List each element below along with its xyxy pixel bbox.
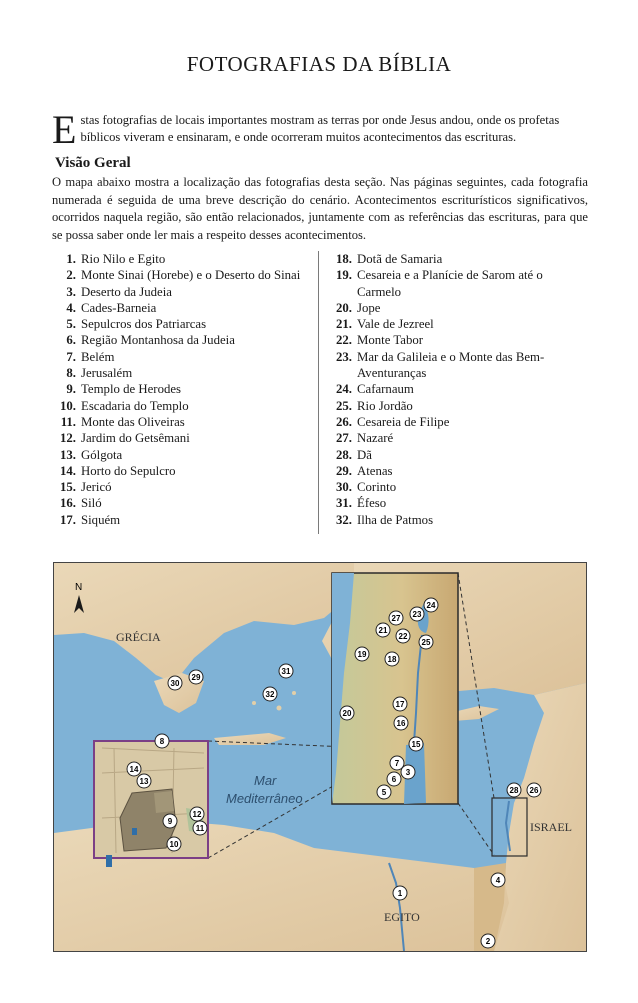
marker-number: 14 — [129, 765, 139, 774]
jerusalem-inset — [94, 741, 208, 867]
location-number: 28. — [336, 447, 352, 462]
map-marker-15 — [409, 737, 423, 751]
north-label: N — [75, 582, 83, 593]
location-number: 15. — [60, 480, 76, 495]
map-marker-29 — [189, 670, 203, 684]
location-name: Dotã de Samaria — [357, 252, 443, 266]
location-number: 22. — [336, 333, 352, 348]
location-list-item — [52, 365, 310, 381]
location-name: Jericó — [81, 480, 112, 495]
location-number: 26. — [336, 414, 352, 429]
marker-number: 4 — [495, 876, 501, 885]
location-list-item — [328, 251, 578, 267]
map-marker-11 — [193, 821, 207, 835]
label-sea-line2: Mediterrâneo — [226, 791, 303, 806]
location-list-item — [52, 414, 310, 430]
marker-number: 12 — [192, 810, 202, 819]
location-name: Cafarnaum — [357, 382, 414, 397]
overview-paragraph: O mapa abaixo mostra a localização das fotografias desta seção. Nas páginas seguintes, cada fotografia numerada é seguida de uma breve descrição do cenário. Acontecimentos escriturísticos significativos, ocorridos naquela região, são então relacionados, juntamente com as referências das escrituras, para que se possa saber onde ler mais a respeito desses acontecimentos. — [52, 175, 588, 242]
location-number: 20. — [336, 300, 352, 315]
marker-number: 17 — [395, 700, 405, 709]
location-list-item — [328, 398, 578, 414]
locations-list-left — [52, 251, 310, 528]
marker-number: 26 — [529, 786, 539, 795]
location-list-item — [328, 495, 578, 511]
marker-number: 6 — [391, 775, 397, 784]
map-marker-9 — [163, 814, 177, 828]
marker-number: 23 — [412, 610, 422, 619]
map-marker-22 — [396, 629, 410, 643]
photo-locations-map — [53, 562, 587, 952]
location-name: Mar da Galileia e o Monte das Bem-Aventuranças — [357, 349, 545, 381]
location-number: 7. — [66, 349, 76, 364]
map-marker-23 — [410, 607, 424, 621]
location-name: Jope — [357, 300, 381, 315]
location-list-item — [328, 267, 578, 300]
location-name: Nazaré — [357, 431, 394, 446]
location-list-item — [52, 267, 310, 283]
location-number: 16. — [60, 496, 76, 511]
marker-number: 1 — [397, 889, 403, 898]
location-list-item — [328, 349, 578, 382]
map-marker-20 — [340, 706, 354, 720]
marker-number: 27 — [391, 614, 401, 623]
marker-number: 24 — [426, 601, 436, 610]
map-marker-19 — [355, 647, 369, 661]
marker-number: 28 — [509, 786, 519, 795]
location-list-item — [52, 349, 310, 365]
marker-number: 2 — [485, 937, 491, 946]
location-number: 32. — [336, 512, 352, 527]
location-number: 6. — [66, 333, 76, 348]
locations-list-right — [328, 251, 578, 528]
page-title: FOTOGRAFIAS DA BÍBLIA — [186, 52, 452, 76]
location-name: Cesareia e a Planície de Sarom até o Carmelo — [357, 268, 543, 299]
location-number: 25. — [336, 398, 352, 413]
location-name: Atenas — [357, 463, 393, 478]
map-marker-25 — [419, 635, 433, 649]
location-name: Corinto — [357, 480, 397, 495]
location-number: 17. — [60, 512, 76, 527]
map-marker-31 — [279, 664, 293, 678]
location-number: 3. — [66, 284, 76, 299]
marker-number: 20 — [342, 709, 352, 718]
column-divider — [318, 251, 319, 534]
location-name: Rio Nilo e Egito — [81, 252, 166, 266]
location-list-item — [328, 381, 578, 397]
map-marker-13 — [137, 774, 151, 788]
location-number: 2. — [66, 268, 76, 283]
location-list-item — [52, 495, 310, 511]
location-number: 8. — [66, 366, 76, 381]
map-marker-4 — [491, 873, 505, 887]
marker-number: 29 — [191, 673, 201, 682]
marker-number: 8 — [159, 737, 165, 746]
marker-number: 13 — [139, 777, 149, 786]
location-number: 31. — [336, 496, 352, 511]
location-list-item — [328, 479, 578, 495]
location-list-item — [52, 316, 310, 332]
location-list-item — [328, 463, 578, 479]
marker-number: 16 — [396, 719, 406, 728]
location-list-item — [52, 381, 310, 397]
map-marker-2 — [481, 934, 495, 948]
location-name: Jerusalém — [81, 366, 133, 381]
marker-number: 11 — [195, 824, 205, 833]
location-name: Siló — [81, 496, 102, 511]
location-list-item — [52, 284, 310, 300]
label-greece: GRÉCIA — [116, 630, 161, 644]
location-number: 10. — [60, 398, 76, 413]
map-marker-28 — [507, 783, 521, 797]
label-egypt: EGITO — [384, 910, 420, 924]
marker-number: 30 — [170, 679, 180, 688]
map-marker-7 — [390, 756, 404, 770]
location-name: Horto do Sepulcro — [81, 463, 176, 478]
location-name: Dã — [357, 447, 372, 462]
marker-number: 32 — [265, 690, 275, 699]
location-number: 29. — [336, 463, 352, 478]
island-dot — [252, 701, 256, 705]
location-list-item — [328, 414, 578, 430]
island-dot — [277, 706, 282, 711]
location-list-item — [328, 447, 578, 463]
map-marker-14 — [127, 762, 141, 776]
location-list-item — [328, 512, 578, 528]
location-name: Deserto da Judeia — [81, 284, 172, 299]
marker-number: 25 — [421, 638, 431, 647]
location-name: Região Montanhosa da Judeia — [81, 333, 235, 348]
location-number: 21. — [336, 317, 352, 332]
map-marker-16 — [394, 716, 408, 730]
location-name: Escadaria do Templo — [81, 398, 189, 413]
location-list-item — [328, 300, 578, 316]
map-marker-8 — [155, 734, 169, 748]
location-list-item — [52, 251, 310, 267]
map-marker-32 — [263, 687, 277, 701]
marker-number: 5 — [381, 788, 387, 797]
location-number: 30. — [336, 480, 352, 495]
location-list-item — [52, 430, 310, 446]
location-list-item — [328, 316, 578, 332]
map-marker-26 — [527, 783, 541, 797]
location-list-item — [52, 300, 310, 316]
location-name: Monte Tabor — [357, 333, 424, 348]
location-list-item — [328, 332, 578, 348]
location-name: Jardim do Getsêmani — [81, 431, 190, 446]
map-marker-6 — [387, 772, 401, 786]
location-name: Éfeso — [357, 496, 387, 511]
location-name: Gólgota — [81, 447, 123, 462]
location-number: 23. — [336, 349, 352, 364]
location-number: 18. — [336, 252, 352, 266]
location-name: Siquém — [81, 512, 121, 527]
marker-number: 18 — [387, 655, 397, 664]
location-number: 11. — [60, 414, 76, 429]
marker-number: 19 — [357, 650, 367, 659]
location-list-item — [52, 447, 310, 463]
intro-paragraph — [52, 107, 588, 152]
location-number: 19. — [336, 268, 352, 283]
location-list-item — [52, 332, 310, 348]
marker-number: 22 — [398, 632, 408, 641]
location-number: 13. — [60, 447, 76, 462]
location-name: Monte Sinai (Horebe) e o Deserto do Sinai — [81, 268, 301, 283]
location-number: 5. — [66, 317, 76, 332]
map-marker-1 — [393, 886, 407, 900]
location-name: Sepulcros dos Patriarcas — [81, 317, 207, 332]
location-number: 1. — [66, 252, 76, 266]
location-name: Templo de Herodes — [81, 382, 182, 397]
location-name: Ilha de Patmos — [357, 512, 434, 527]
marker-number: 15 — [411, 740, 421, 749]
map-marker-12 — [190, 807, 204, 821]
location-number: 9. — [66, 382, 76, 397]
map-svg — [54, 563, 586, 951]
location-list-item — [52, 479, 310, 495]
location-number: 24. — [336, 382, 352, 397]
marker-number: 21 — [378, 626, 388, 635]
map-marker-18 — [385, 652, 399, 666]
location-name: Rio Jordão — [357, 398, 413, 413]
location-list-item — [52, 512, 310, 528]
drop-cap: E — [52, 107, 77, 152]
map-marker-21 — [376, 623, 390, 637]
location-number: 4. — [66, 300, 76, 315]
map-marker-24 — [424, 598, 438, 612]
location-list-item — [52, 398, 310, 414]
location-list-item — [52, 463, 310, 479]
location-name: Cades-Barneia — [81, 300, 157, 315]
label-sea-line1: Mar — [254, 773, 277, 788]
location-name: Monte das Oliveiras — [81, 414, 185, 429]
label-israel: ISRAEL — [530, 820, 572, 834]
location-name: Cesareia de Filipe — [357, 414, 450, 429]
location-number: 27. — [336, 431, 352, 446]
marker-number: 9 — [167, 817, 173, 826]
section-heading: Visão Geral — [55, 155, 131, 171]
location-number: 12. — [60, 431, 76, 446]
map-marker-27 — [389, 611, 403, 625]
location-number: 14. — [60, 463, 76, 478]
marker-number: 3 — [405, 768, 411, 777]
island-dot — [292, 691, 296, 695]
map-marker-17 — [393, 697, 407, 711]
map-marker-10 — [167, 837, 181, 851]
marker-number: 31 — [281, 667, 291, 676]
map-marker-5 — [377, 785, 391, 799]
location-name: Belém — [81, 349, 115, 364]
location-list-item — [328, 430, 578, 446]
intro-text: stas fotografias de locais importantes mostram as terras por onde Jesus andou, onde os profetas bíblicos viveram e ensinaram, e onde ocorreram muitos acontecimentos das escrituras. — [80, 113, 560, 144]
marker-number: 7 — [394, 759, 400, 768]
map-marker-30 — [168, 676, 182, 690]
marker-number: 10 — [169, 840, 179, 849]
location-name: Vale de Jezreel — [357, 317, 434, 332]
